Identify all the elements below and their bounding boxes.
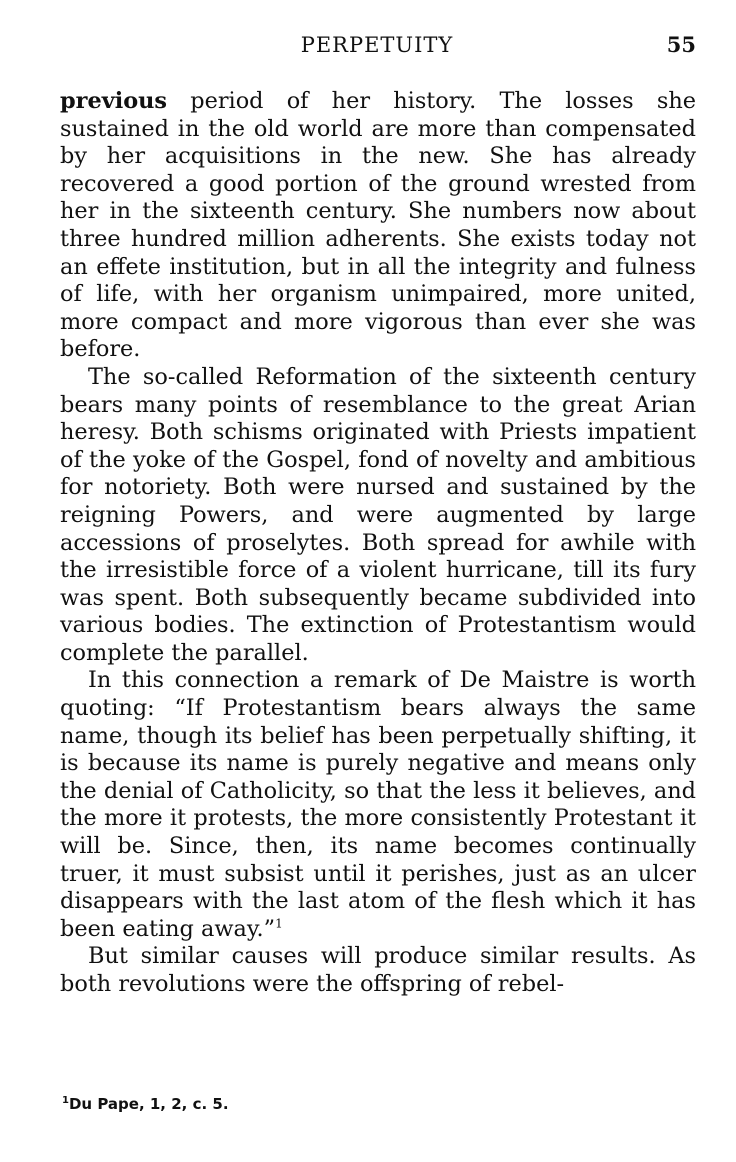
running-header xyxy=(56,30,698,60)
footnote-marker: 1 xyxy=(62,1095,69,1106)
paragraph-4-text: But similar causes will produce similar results. As both revolutions were the offspring of rebel- xyxy=(60,943,696,997)
running-title: PERPETUITY xyxy=(300,33,454,57)
footnote-text: Du Pape, 1, 2, c. 5. xyxy=(68,1095,229,1113)
paragraph-2 xyxy=(60,364,696,668)
page-number: 55 xyxy=(666,32,696,57)
paragraph-1 xyxy=(60,88,696,364)
paragraph-1-lead: previous xyxy=(60,88,168,114)
paragraph-2-text: The so-called Reformation of the sixteenth century bears many points of resemblance to the great Arian heresy. Both schisms originated with Priests impatient of the yoke of the Gospel, fond of novelty and ambitious for notoriety. Both were nursed and sustained by the reigning Powers, and were augmented by large accessions of proselytes. Both spread for awhile with the irresistible force of a violent hurricane, till its fury was spent. Both subsequently became subdivided into various bodies. The extinction of Protestantism would complete the parallel. xyxy=(60,363,696,666)
footnote xyxy=(62,1094,229,1114)
paragraph-1-text: period of her history. The losses she sustained in the old world are more than compensated by her acquisitions in the new. She has already recovered a good portion of the ground wrested from her in the sixteenth century. She numbers now about three hundred million adherents. She exists today not an effete institution, but in all the integrity and fulness of life, with her organism unimpaired, more united, more compact and more vigorous than ever she was before. xyxy=(60,88,696,363)
book-page xyxy=(56,0,698,1162)
paragraph-3-text: In this connection a remark of De Maistre is worth quoting: “If Protestantism bears always the same name, though its belief has been perpetually shifting, it is because its name is purely negative and means only the denial of Catholicity, so that the less it believes, and the more it protests, the more consistently Protestant it will be. Since, then, its name becomes continually truer, it must subsist until it perishes, just as an ulcer disappears with the last atom of the flesh which it has been eating away.” xyxy=(60,667,696,942)
paragraph-4 xyxy=(60,943,696,998)
body-text xyxy=(60,88,696,999)
footnote-reference: 1 xyxy=(275,916,283,931)
paragraph-3 xyxy=(60,667,696,943)
